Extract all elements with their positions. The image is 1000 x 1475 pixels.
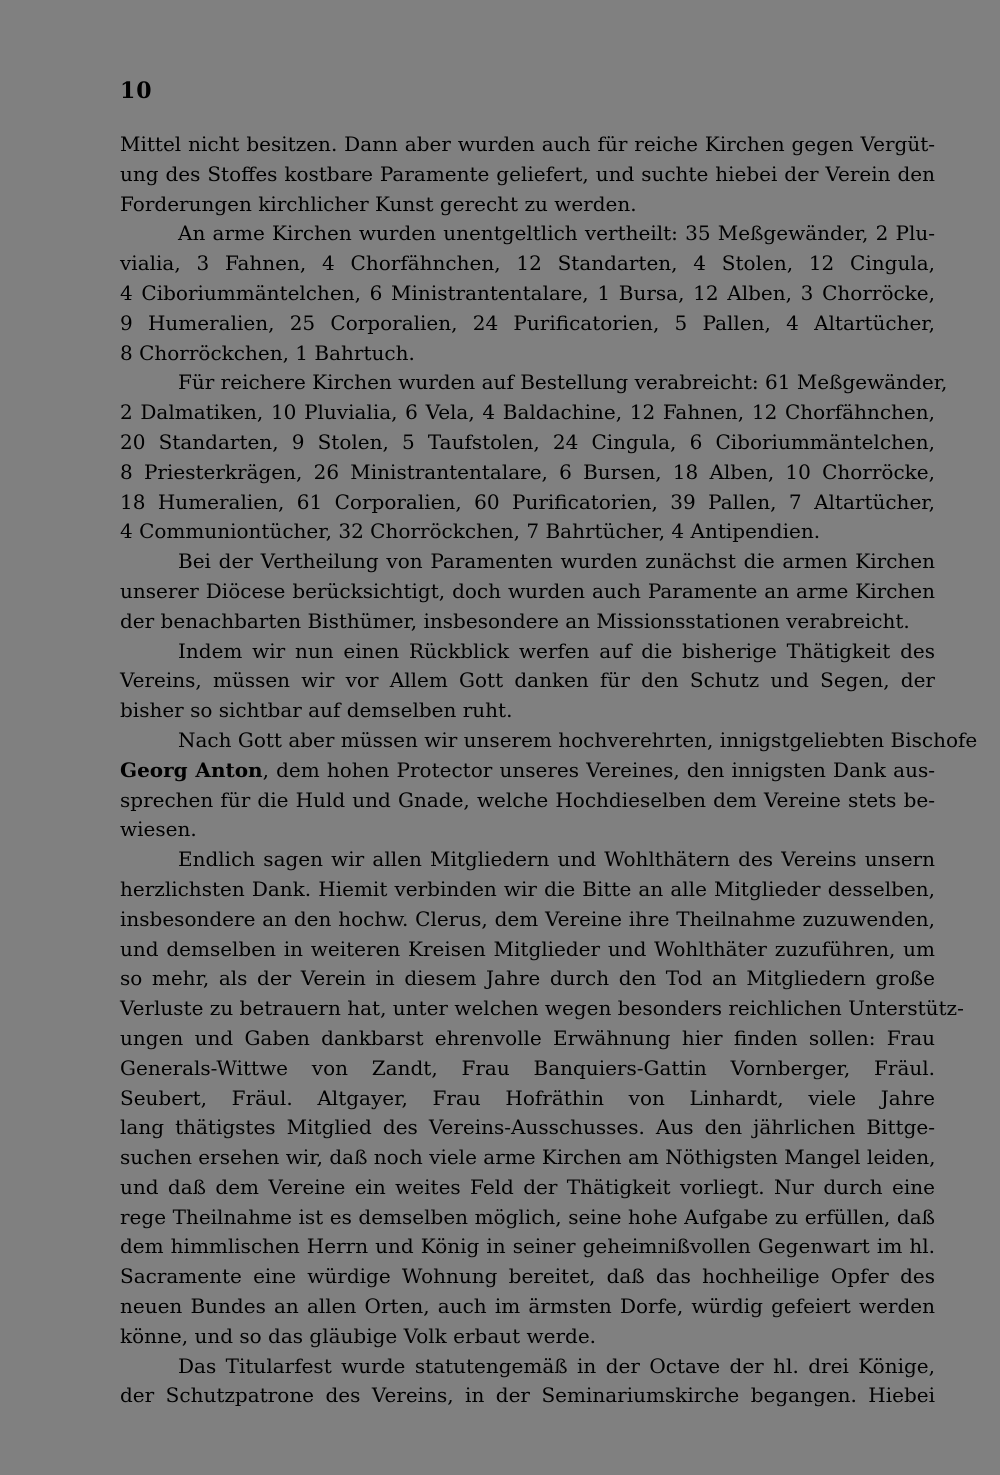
text-line: 20 Standarten, 9 Stolen, 5 Taufstolen, 24 Cingula, 6 Ciboriummäntelchen,: [120, 429, 935, 454]
page-number: 10: [120, 78, 153, 104]
text-line: 8 Priesterkrägen, 26 Ministrantentalare, 6 Bursen, 18 Alben, 10 Chorröcke,: [120, 459, 935, 484]
text-line: sprechen für die Huld und Gnade, welche Hochdieselben dem Vereine stets be-: [120, 787, 935, 812]
text-line: An arme Kirchen wurden unentgeltlich vertheilt: 35 Meßgewänder, 2 Plu-: [178, 221, 935, 246]
text-line: 18 Humeralien, 61 Corporalien, 60 Purificatorien, 39 Pallen, 7 Altartücher,: [120, 489, 935, 514]
text-line: Endlich sagen wir allen Mitgliedern und Wohlthätern des Vereins unsern: [178, 847, 935, 872]
text-line: 9 Humeralien, 25 Corporalien, 24 Purificatorien, 5 Pallen, 4 Altartücher,: [120, 310, 935, 335]
text-line: ungen und Gaben dankbarst ehrenvolle Erwähnung hier finden sollen: Frau: [120, 1025, 935, 1050]
text-line: 8 Chorröckchen, 1 Bahrtuch.: [120, 340, 415, 365]
text-line: wiesen.: [120, 817, 197, 842]
body-text: [120, 130, 978, 1411]
text-line: bisher so sichtbar auf demselben ruht.: [120, 698, 513, 723]
text-line: Mittel nicht besitzen. Dann aber wurden auch für reiche Kirchen gegen Vergüt-: [120, 132, 935, 156]
text-line: 4 Ciboriummäntelchen, 6 Ministrantentalare, 1 Bursa, 12 Alben, 3 Chorröcke,: [120, 280, 935, 305]
text-line: Vereins, müssen wir vor Allem Gott danken für den Schutz und Segen, der: [120, 668, 935, 693]
text-line: 4 Communiontücher, 32 Chorröckchen, 7 Bahrtücher, 4 Antipendien.: [120, 519, 821, 544]
text-line: Für reichere Kirchen wurden auf Bestellung verabreicht: 61 Meßgewänder,: [178, 370, 948, 395]
text-line: neuen Bundes an allen Orten, auch im ärmsten Dorfe, würdig gefeiert werden: [120, 1294, 935, 1319]
bold-name: Georg Anton: [120, 757, 263, 782]
text-line: Generals-Wittwe von Zandt, Frau Banquiers-Gattin Vornberger, Fräul.: [120, 1055, 935, 1080]
text-line: insbesondere an den hochw. Clerus, dem Vereine ihre Theilnahme zuzuwenden,: [120, 906, 935, 931]
text-line: ung des Stoffes kostbare Paramente geliefert, und suchte hiebei der Verein den: [120, 161, 935, 186]
text-line: und demselben in weiteren Kreisen Mitglieder und Wohlthäter zuzuführen, um: [120, 936, 935, 961]
text-line: Georg Anton, dem hohen Protector unseres Vereines, den innigsten Dank aus-: [120, 757, 935, 782]
text-line: Indem wir nun einen Rückblick werfen auf die bisherige Thätigkeit des: [178, 638, 935, 663]
text-line: Sacramente eine würdige Wohnung bereitet, daß das hochheilige Opfer des: [120, 1264, 935, 1289]
text-line: vialia, 3 Fahnen, 4 Chorfähnchen, 12 Standarten, 4 Stolen, 12 Cingula,: [120, 251, 935, 276]
text-line: unserer Diöcese berücksichtigt, doch wurden auch Paramente an arme Kirchen: [120, 578, 935, 603]
text-line: Bei der Vertheilung von Paramenten wurden zunächst die armen Kirchen: [178, 549, 935, 574]
text-line: Seubert, Fräul. Altgayer, Frau Hofräthin von Linhardt, viele Jahre: [120, 1085, 935, 1110]
text-line: und daß dem Vereine ein weites Feld der Thätigkeit vorliegt. Nur durch eine: [120, 1174, 935, 1199]
text-line: Forderungen kirchlicher Kunst gerecht zu werden.: [120, 191, 637, 216]
text-line: könne, und so das gläubige Volk erbaut werde.: [120, 1323, 597, 1348]
text-line: Verluste zu betrauern hat, unter welchen wegen besonders reichlichen Unterstütz-: [120, 996, 964, 1021]
text-line: 2 Dalmatiken, 10 Pluvialia, 6 Vela, 4 Baldachine, 12 Fahnen, 12 Chorfähnchen,: [120, 400, 935, 425]
text-line: herzlichsten Dank. Hiemit verbinden wir die Bitte an alle Mitglieder desselben,: [120, 876, 935, 901]
text-line: lang thätigstes Mitglied des Vereins-Ausschusses. Aus den jährlichen Bittge-: [120, 1115, 935, 1140]
text-line: Das Titularfest wurde statutengemäß in der Octave der hl. drei Könige,: [178, 1353, 935, 1378]
text-line: der Schutzpatrone des Vereins, in der Seminariumskirche begangen. Hiebei: [120, 1383, 935, 1408]
text-line: so mehr, als der Verein in diesem Jahre durch den Tod an Mitgliedern große: [120, 966, 935, 991]
text-line: Nach Gott aber müssen wir unserem hochverehrten, innigstgeliebten Bischofe: [178, 727, 978, 752]
text-line: der benachbarten Bisthümer, insbesondere an Missionsstationen verabreicht.: [120, 608, 910, 633]
text-line: suchen ersehen wir, daß noch viele arme Kirchen am Nöthigsten Mangel leiden,: [120, 1145, 936, 1170]
text-line: rege Theilnahme ist es demselben möglich, seine hohe Aufgabe zu erfüllen, daß: [120, 1204, 935, 1229]
text-line: dem himmlischen Herrn und König in seiner geheimnißvollen Gegenwart im hl.: [120, 1234, 935, 1259]
